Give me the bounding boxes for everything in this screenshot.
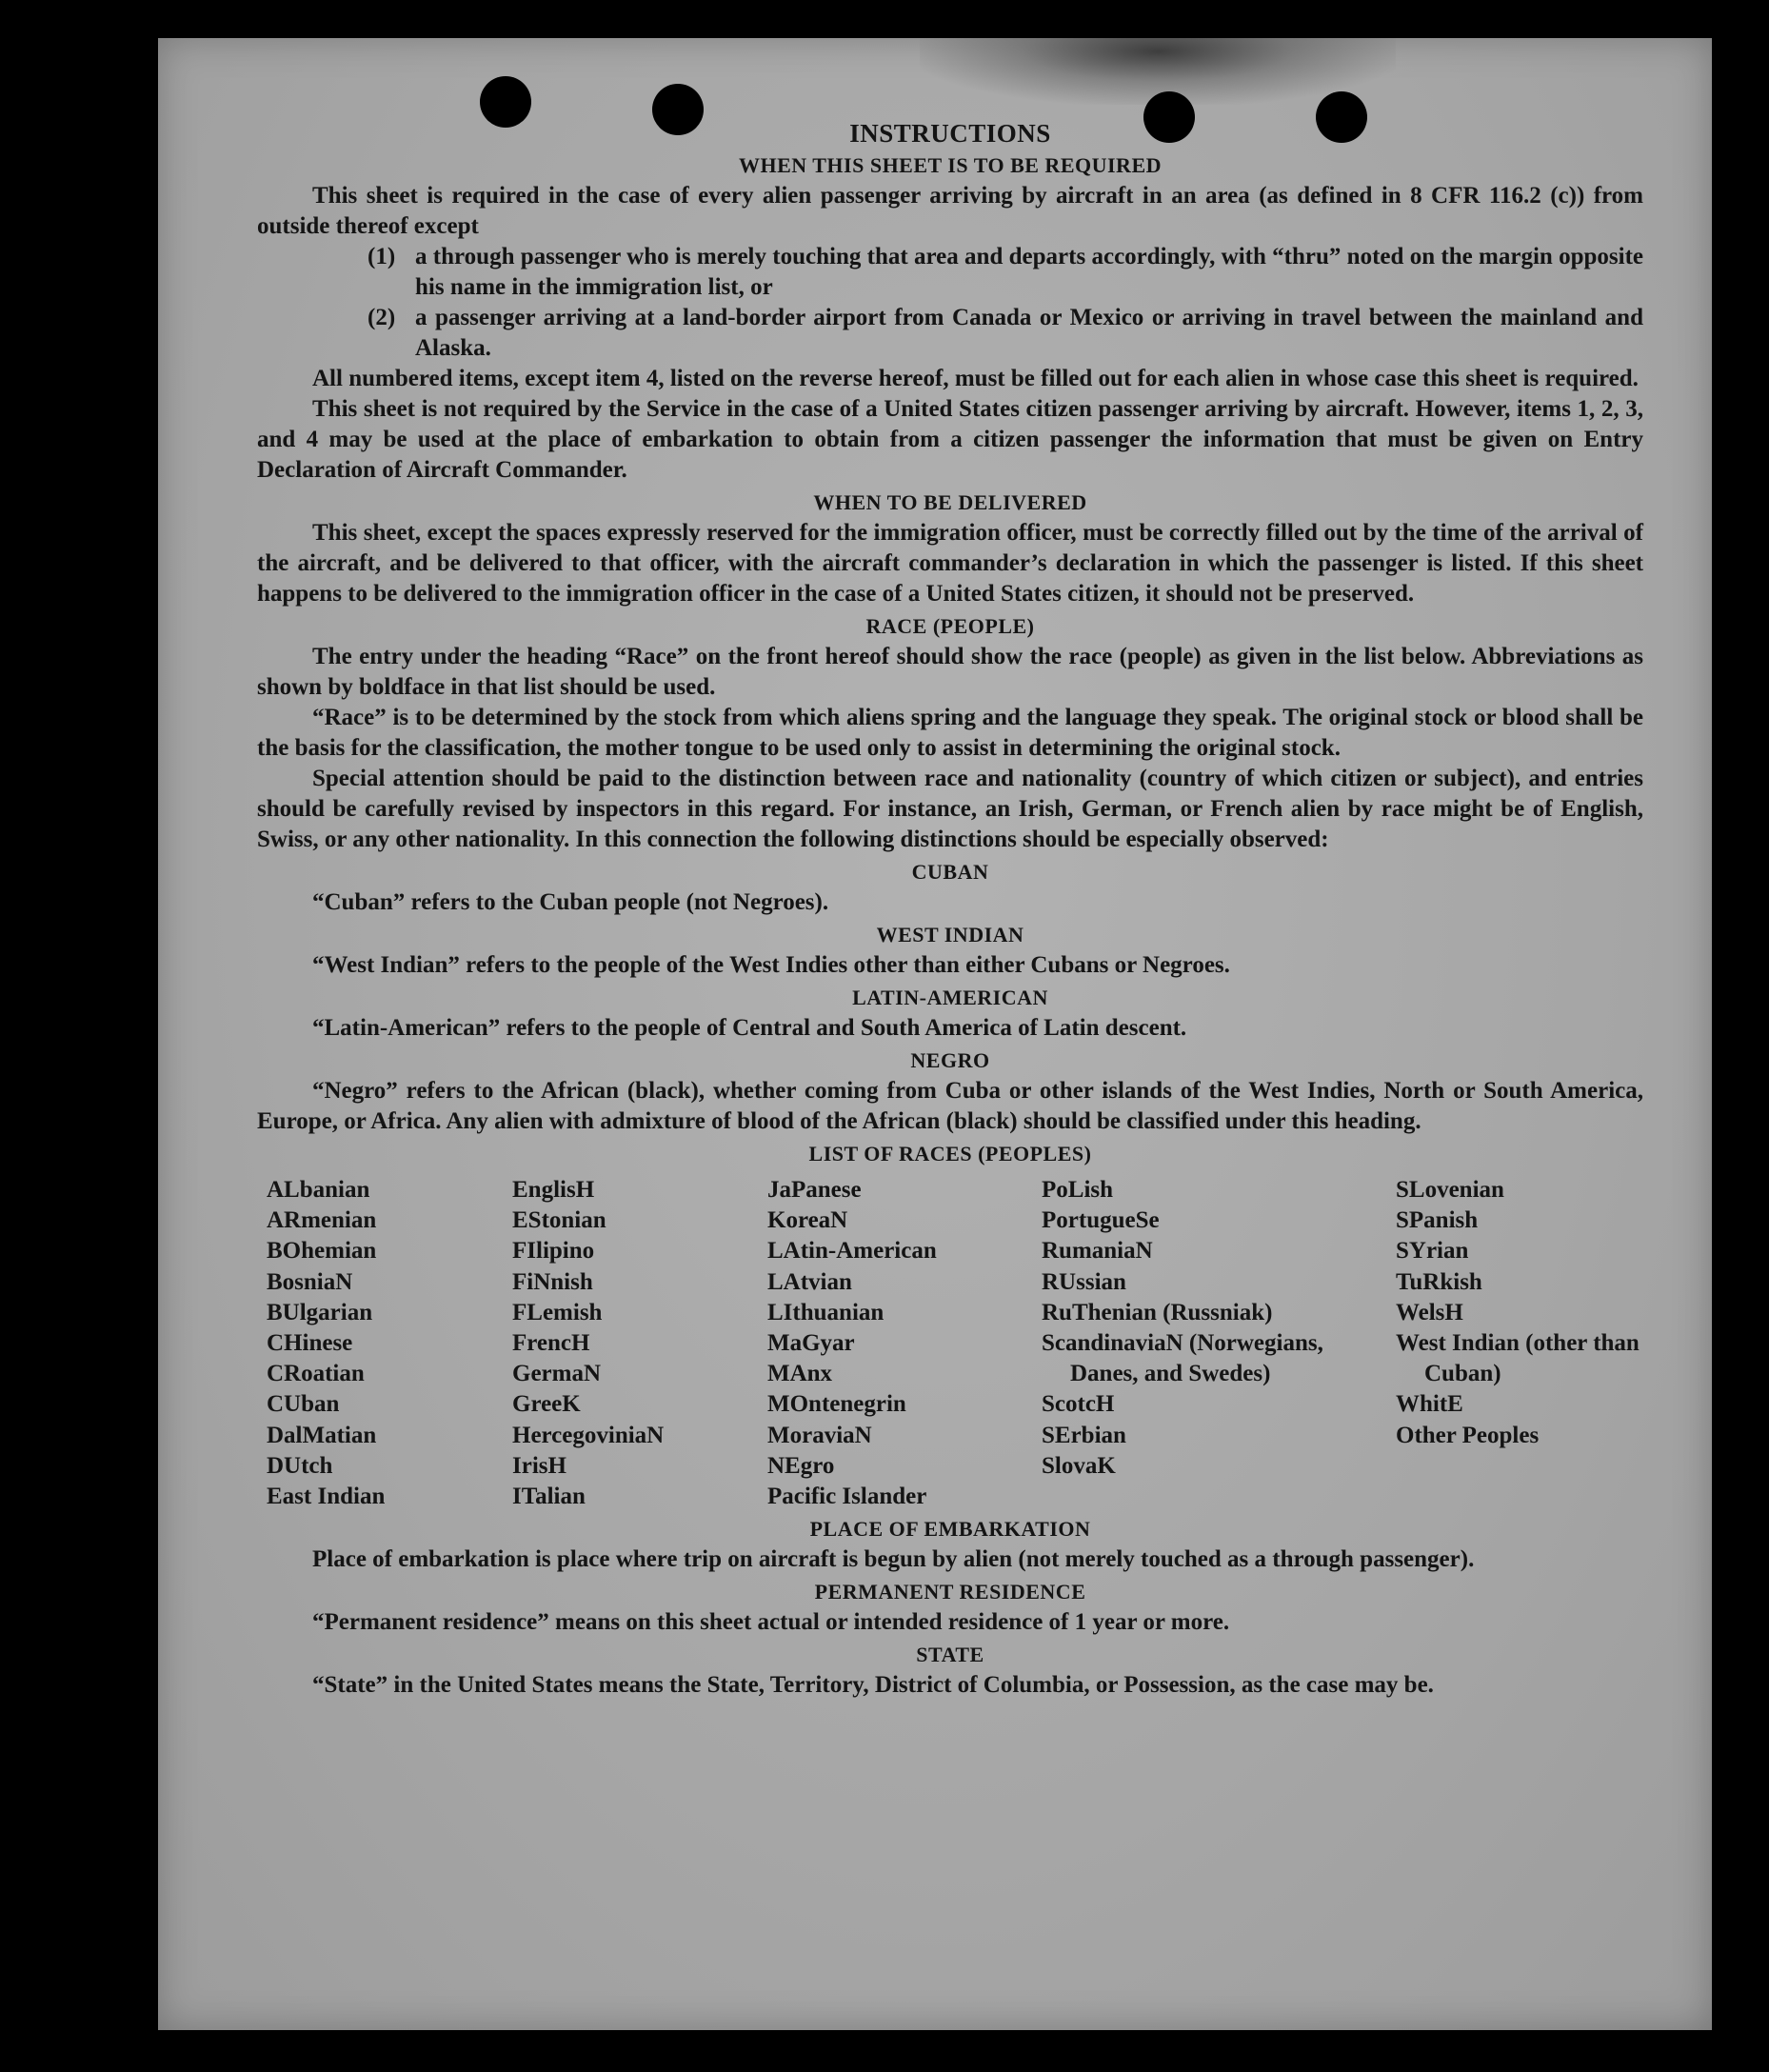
paragraph: “West Indian” refers to the people of the West Indies other than either Cubans or Negroes.: [312, 952, 1230, 978]
race-column: [1042, 1175, 1396, 1512]
race-item: LAtin-American: [767, 1238, 937, 1265]
paragraph: “Race” is to be determined by the stock from which aliens spring and the language they speak. The original stock or blood shall be the basis for the classification, the mother tongue to be used only to assist in determining the original stock.: [257, 705, 1643, 761]
race-item: EnglisH: [512, 1177, 595, 1203]
race-item: TuRkish: [1396, 1268, 1482, 1295]
section-title-when-required: WHEN THIS SHEET IS TO BE REQUIRED: [738, 153, 1163, 177]
section-title-place-of-embarkation: PLACE OF EMBARKATION: [809, 1517, 1091, 1542]
race-item: PortugueSe: [1042, 1207, 1160, 1234]
numbered-item: [368, 242, 1643, 303]
race-item: ALbanian: [267, 1177, 370, 1203]
race-column: [1396, 1175, 1653, 1512]
paragraph: “Permanent residence” means on this sheet actual or intended residence of 1 year or more.: [312, 1609, 1230, 1636]
item-text: a through passenger who is merely touching that area and departs accordingly, with “thru” noted on the margin opposite his name in the immigration list, or: [415, 244, 1643, 300]
section-title-latin-american: LATIN-AMERICAN: [852, 986, 1048, 1009]
paragraph: “Negro” refers to the African (black), whether coming from Cuba or other islands of the West Indies, North or South America, Europe, or Africa. Any alien with admixture of blood of the African (black) should be classified under this heading.: [257, 1078, 1643, 1134]
race-item: Pacific Islander: [767, 1484, 927, 1510]
race-item: EStonian: [512, 1207, 606, 1234]
race-item: PoLish: [1042, 1177, 1114, 1203]
race-item: BosniaN: [267, 1268, 353, 1295]
race-item: ITalian: [512, 1484, 586, 1510]
race-item: SlovaK: [1042, 1452, 1116, 1479]
race-item: GermaN: [512, 1361, 602, 1387]
race-column: [512, 1175, 767, 1512]
race-item: SErbian: [1042, 1422, 1126, 1448]
race-item: RumaniaN: [1042, 1238, 1153, 1265]
race-item: East Indian: [267, 1484, 386, 1510]
race-item: CHinese: [267, 1330, 353, 1357]
race-item: ScotcH: [1042, 1391, 1115, 1418]
paragraph: Special attention should be paid to the distinction between race and nationality (country of which citizen or subject), and entries should be carefully revised by inspectors in this regard. For instance, an Irish, German, or French alien by race might be of English, Swiss, or any other nationality. In this connection the following distinctions should be especially observed:: [257, 766, 1643, 852]
section-title-state: STATE: [916, 1643, 984, 1667]
race-item: BUlgarian: [267, 1299, 373, 1325]
race-item: JaPanese: [767, 1177, 862, 1203]
page-title: INSTRUCTIONS: [849, 119, 1051, 148]
section-title-negro: NEGRO: [910, 1048, 990, 1072]
paragraph: “Latin-American” refers to the people of Central and South America of Latin descent.: [312, 1015, 1187, 1041]
paragraph: Place of embarkation is place where trip on aircraft is begun by alien (not merely touched as a through passenger).: [312, 1546, 1475, 1573]
race-item: LIthuanian: [767, 1299, 884, 1325]
race-item: CRoatian: [267, 1361, 365, 1387]
race-item: RUssian: [1042, 1268, 1126, 1295]
item-number: (2): [368, 305, 396, 330]
race-item: IrisH: [512, 1452, 566, 1479]
section-title-race: RACE (PEOPLE): [865, 614, 1035, 638]
race-item: BOhemian: [267, 1238, 377, 1265]
race-item: NEgro: [767, 1452, 835, 1479]
section-title-cuban: CUBAN: [911, 860, 989, 884]
paragraph: The entry under the heading “Race” on the front hereof should show the race (people) as given in the list below. Abbreviations as shown by boldface in that list should be used.: [257, 644, 1643, 700]
race-list: [267, 1175, 1643, 1512]
item-text: a passenger arriving at a land-border airport from Canada or Mexico or arriving in travel between the mainland and Alaska.: [415, 305, 1643, 361]
race-item: MAnx: [767, 1361, 833, 1387]
race-item: WhitE: [1396, 1391, 1463, 1418]
section-title-when-delivered: WHEN TO BE DELIVERED: [813, 490, 1087, 514]
race-item: SPanish: [1396, 1207, 1479, 1234]
numbered-item: [368, 303, 1643, 364]
race-item: ScandinaviaN (Norwegians, Danes, and Swedes): [1042, 1330, 1323, 1387]
section-title-west-indian: WEST INDIAN: [876, 923, 1024, 946]
race-item: West Indian (other than Cuban): [1396, 1330, 1640, 1387]
race-item: LAtvian: [767, 1268, 852, 1295]
paragraph: “Cuban” refers to the Cuban people (not Negroes).: [312, 889, 829, 915]
race-item: SYrian: [1396, 1238, 1469, 1265]
race-item: DalMatian: [267, 1422, 377, 1448]
section-title-list-of-races: LIST OF RACES (PEOPLES): [808, 1142, 1092, 1166]
race-item: CUban: [267, 1391, 340, 1418]
race-column: [767, 1175, 1042, 1512]
race-item: WelsH: [1396, 1299, 1463, 1325]
paragraph: All numbered items, except item 4, listed on the reverse hereof, must be filled out for each alien in whose case this sheet is required.: [312, 366, 1639, 391]
paragraph: “State” in the United States means the State, Territory, District of Columbia, or Possession, as the case may be.: [312, 1672, 1434, 1699]
race-item: Other Peoples: [1396, 1422, 1540, 1448]
race-item: FiNnish: [512, 1268, 593, 1295]
race-item: MaGyar: [767, 1330, 855, 1357]
instructions-content: [257, 116, 1643, 1701]
race-item: RuThenian (Russniak): [1042, 1299, 1273, 1325]
race-item: HercegoviniaN: [512, 1422, 665, 1448]
paragraph: This sheet, except the spaces expressly reserved for the immigration officer, must be correctly filled out by the time of the arrival of the aircraft, and be delivered to that officer, with the aircraft commander’s declaration in which the passenger is listed. If this sheet happens to be delivered to the immigration officer in the case of a United States citizen, it should not be preserved.: [257, 520, 1643, 607]
race-item: KoreaN: [767, 1207, 848, 1234]
race-column: [267, 1175, 512, 1512]
paragraph: This sheet is not required by the Service in the case of a United States citizen passenger arriving by aircraft. However, items 1, 2, 3, and 4 may be used at the place of embarkation to obtain from a citizen passenger the information that must be given on Entry Declaration of Aircraft Commander.: [257, 396, 1643, 483]
race-item: FrencH: [512, 1330, 590, 1357]
paragraph: This sheet is required in the case of every alien passenger arriving by aircraft in an area (as defined in 8 CFR 116.2 (c)) from outside thereof except: [257, 183, 1643, 239]
race-item: SLovenian: [1396, 1177, 1504, 1203]
section-title-permanent-residence: PERMANENT RESIDENCE: [814, 1580, 1086, 1604]
race-item: FLemish: [512, 1299, 603, 1325]
race-item: ARmenian: [267, 1207, 377, 1234]
race-item: MoraviaN: [767, 1422, 872, 1448]
race-item: GreeK: [512, 1391, 581, 1418]
race-item: DUtch: [267, 1452, 333, 1479]
race-item: FIlipino: [512, 1238, 595, 1265]
race-item: MOntenegrin: [767, 1391, 906, 1418]
item-number: (1): [368, 244, 396, 269]
